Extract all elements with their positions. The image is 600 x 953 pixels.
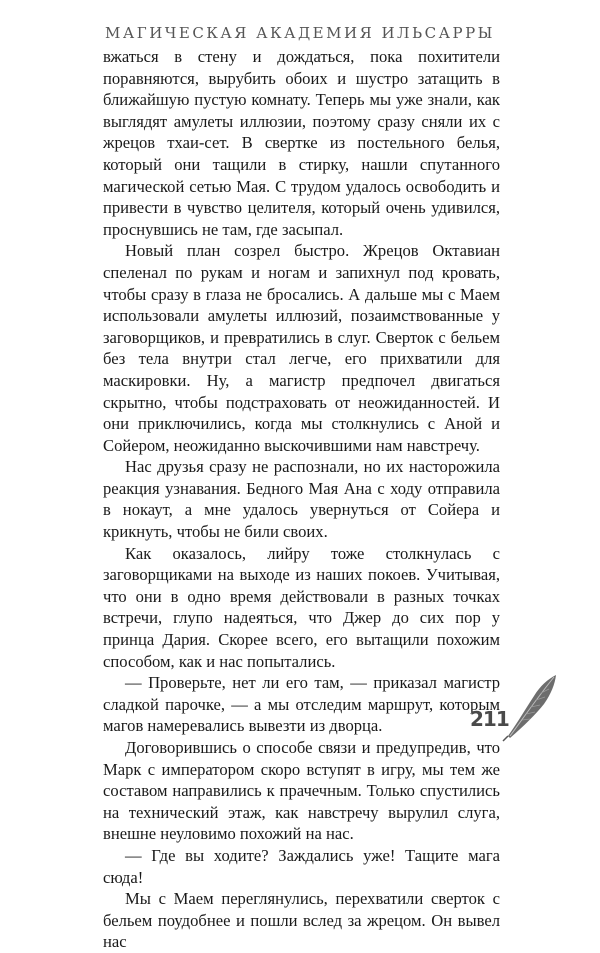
quill-feather-icon: [500, 672, 560, 742]
paragraph: Нас друзья сразу не распознали, но их насторожила реакция узнавания. Бедного Мая Ана с ходу отправила в нокаут, а мне удалось увернуться от Сойера и крикнуть, чтобы не били своих.: [103, 457, 500, 542]
paragraph: Договорившись о способе связи и предупредив, что Марк с императором скоро вступят в игру, мы тем же составом направились к прачечным. Только спустились на технический этаж, как навстречу вырулил слуга, внешне неуловимо похожий на нас.: [103, 738, 500, 844]
running-header: МАГИЧЕСКАЯ АКАДЕМИЯ ИЛЬСАРРЫ: [105, 24, 495, 42]
paragraph: вжаться в стену и дождаться, пока похитители поравняются, вырубить обоих и шустро затащить в ближайшую пустую комнату. Теперь мы уже знали, как выглядят амулеты иллюзии, поэтому сразу сняли их с жрецов тхаи-сет. В свертке из постельного белья, который они тащили в стирку, нашли спутанного магической сетью Мая. С трудом удалось освободить и привести в чувство целителя, который очень удивился, проснувшись не там, где засыпал.: [103, 47, 500, 239]
paragraph: Новый план созрел быстро. Жрецов Октавиан спеленал по рукам и ногам и запихнул под кровать, чтобы сразу в глаза не бросались. А дальше мы с Маем использовали амулеты иллюзий, позаимствованные у заговорщиков, и превратились в слуг. Сверток с бельем без тела внутри стал легче, его прихватили для маскировки. Ну, а магистр предпочел двигаться скрытно, чтобы подстраховать от неожиданностей. И они приключились, когда мы столкнулись с Аной и Сойером, неожиданно выскочившими нам навстречу.: [103, 241, 500, 455]
paragraph: — Проверьте, нет ли его там, — приказал магистр сладкой парочке, — а мы отследим маршрут, которым магов намеревались вывезти из дворца.: [103, 673, 500, 736]
paragraph: Мы с Маем переглянулись, перехватили сверток с бельем поудобнее и пошли вслед за жрецом. Он вывел нас: [103, 889, 500, 952]
page-number: 211: [470, 707, 509, 731]
body-text: [103, 46, 500, 953]
paragraph: — Где вы ходите? Заждались уже! Тащите мага сюда!: [103, 845, 500, 887]
paragraph: Как оказалось, лийру тоже столкнулась с заговорщиками на выходе из наших покоев. Учитывая, что они в одно время действовали в разных точках встречи, глупо надеяться, что Джер до сих пор у принца Дария. Скорее всего, его вытащили похожим способом, как и нас попытались.: [103, 543, 500, 671]
